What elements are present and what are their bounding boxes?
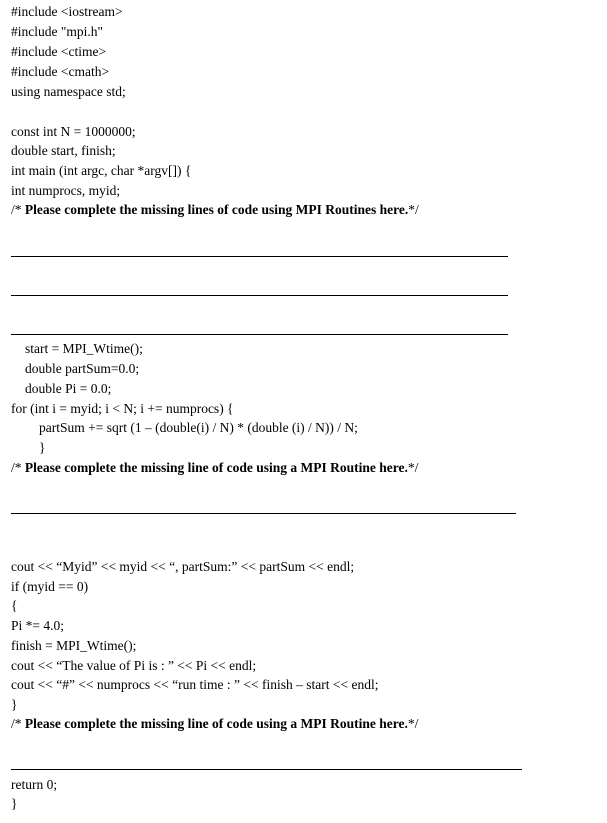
comment-suffix: */: [407, 716, 419, 731]
comment-complete-mpi-routine-3: [11, 716, 418, 732]
code-line-int-numprocs: int numprocs, myid;: [11, 183, 121, 198]
comment-prefix: /*: [11, 202, 25, 217]
code-line-cout-runtime: cout << “#” << numprocs << “run time : ” << finish – start << endl;: [11, 677, 379, 692]
comment-instruction-text: Please complete the missing line of code using a MPI Routine here.: [24, 460, 408, 475]
code-line-partsum-accumulate: partSum += sqrt (1 – (double(i) / N) * (double (i) / N)) / N;: [39, 420, 358, 435]
comment-complete-mpi-routines: [11, 202, 419, 218]
code-line-double-start-finish: double start, finish;: [11, 143, 116, 158]
code-line-for-loop: for (int i = myid; i < N; i += numprocs) {: [11, 401, 234, 416]
comment-complete-mpi-routine-2: [11, 460, 418, 476]
code-line-partsum-init: double partSum=0.0;: [25, 361, 140, 376]
answer-blank-line-5: [11, 769, 522, 770]
code-line-open-brace: {: [11, 598, 18, 613]
answer-blank-line-3: [11, 334, 508, 335]
code-line-return: return 0;: [11, 777, 58, 792]
code-line-pi-multiply: Pi *= 4.0;: [11, 618, 64, 633]
code-line-for-close-brace: }: [39, 440, 46, 455]
code-line-include-mpi: #include "mpi.h": [11, 24, 104, 39]
code-line-finish-wtime: finish = MPI_Wtime();: [11, 638, 137, 653]
code-line-cout-pi: cout << “The value of Pi is : ” << Pi << endl;: [11, 658, 257, 673]
answer-blank-line-1: [11, 256, 508, 257]
code-line-main-signature: int main (int argc, char *argv[]) {: [11, 163, 192, 178]
code-line-include-iostream: #include <iostream>: [11, 4, 123, 19]
comment-instruction-text: Please complete the missing lines of code using MPI Routines here.: [24, 202, 409, 217]
comment-prefix: /*: [11, 716, 25, 731]
answer-blank-line-2: [11, 295, 508, 296]
code-line-include-ctime: #include <ctime>: [11, 44, 107, 59]
answer-blank-line-4: [11, 513, 516, 514]
code-line-const-n: const int N = 1000000;: [11, 124, 136, 139]
code-line-using-namespace: using namespace std;: [11, 84, 126, 99]
comment-instruction-text: Please complete the missing line of code using a MPI Routine here.: [24, 716, 408, 731]
code-line-pi-init: double Pi = 0.0;: [25, 381, 112, 396]
code-line-if-myid: if (myid == 0): [11, 579, 89, 594]
comment-suffix: */: [407, 460, 419, 475]
code-line-include-cmath: #include <cmath>: [11, 64, 110, 79]
code-line-start-wtime: start = MPI_Wtime();: [25, 341, 143, 356]
code-line-cout-partsum: cout << “Myid” << myid << “, partSum:” << partSum << endl;: [11, 559, 355, 574]
code-line-main-close-brace: }: [11, 796, 18, 811]
code-line-close-brace: }: [11, 697, 18, 712]
comment-suffix: */: [408, 202, 419, 217]
comment-prefix: /*: [11, 460, 25, 475]
